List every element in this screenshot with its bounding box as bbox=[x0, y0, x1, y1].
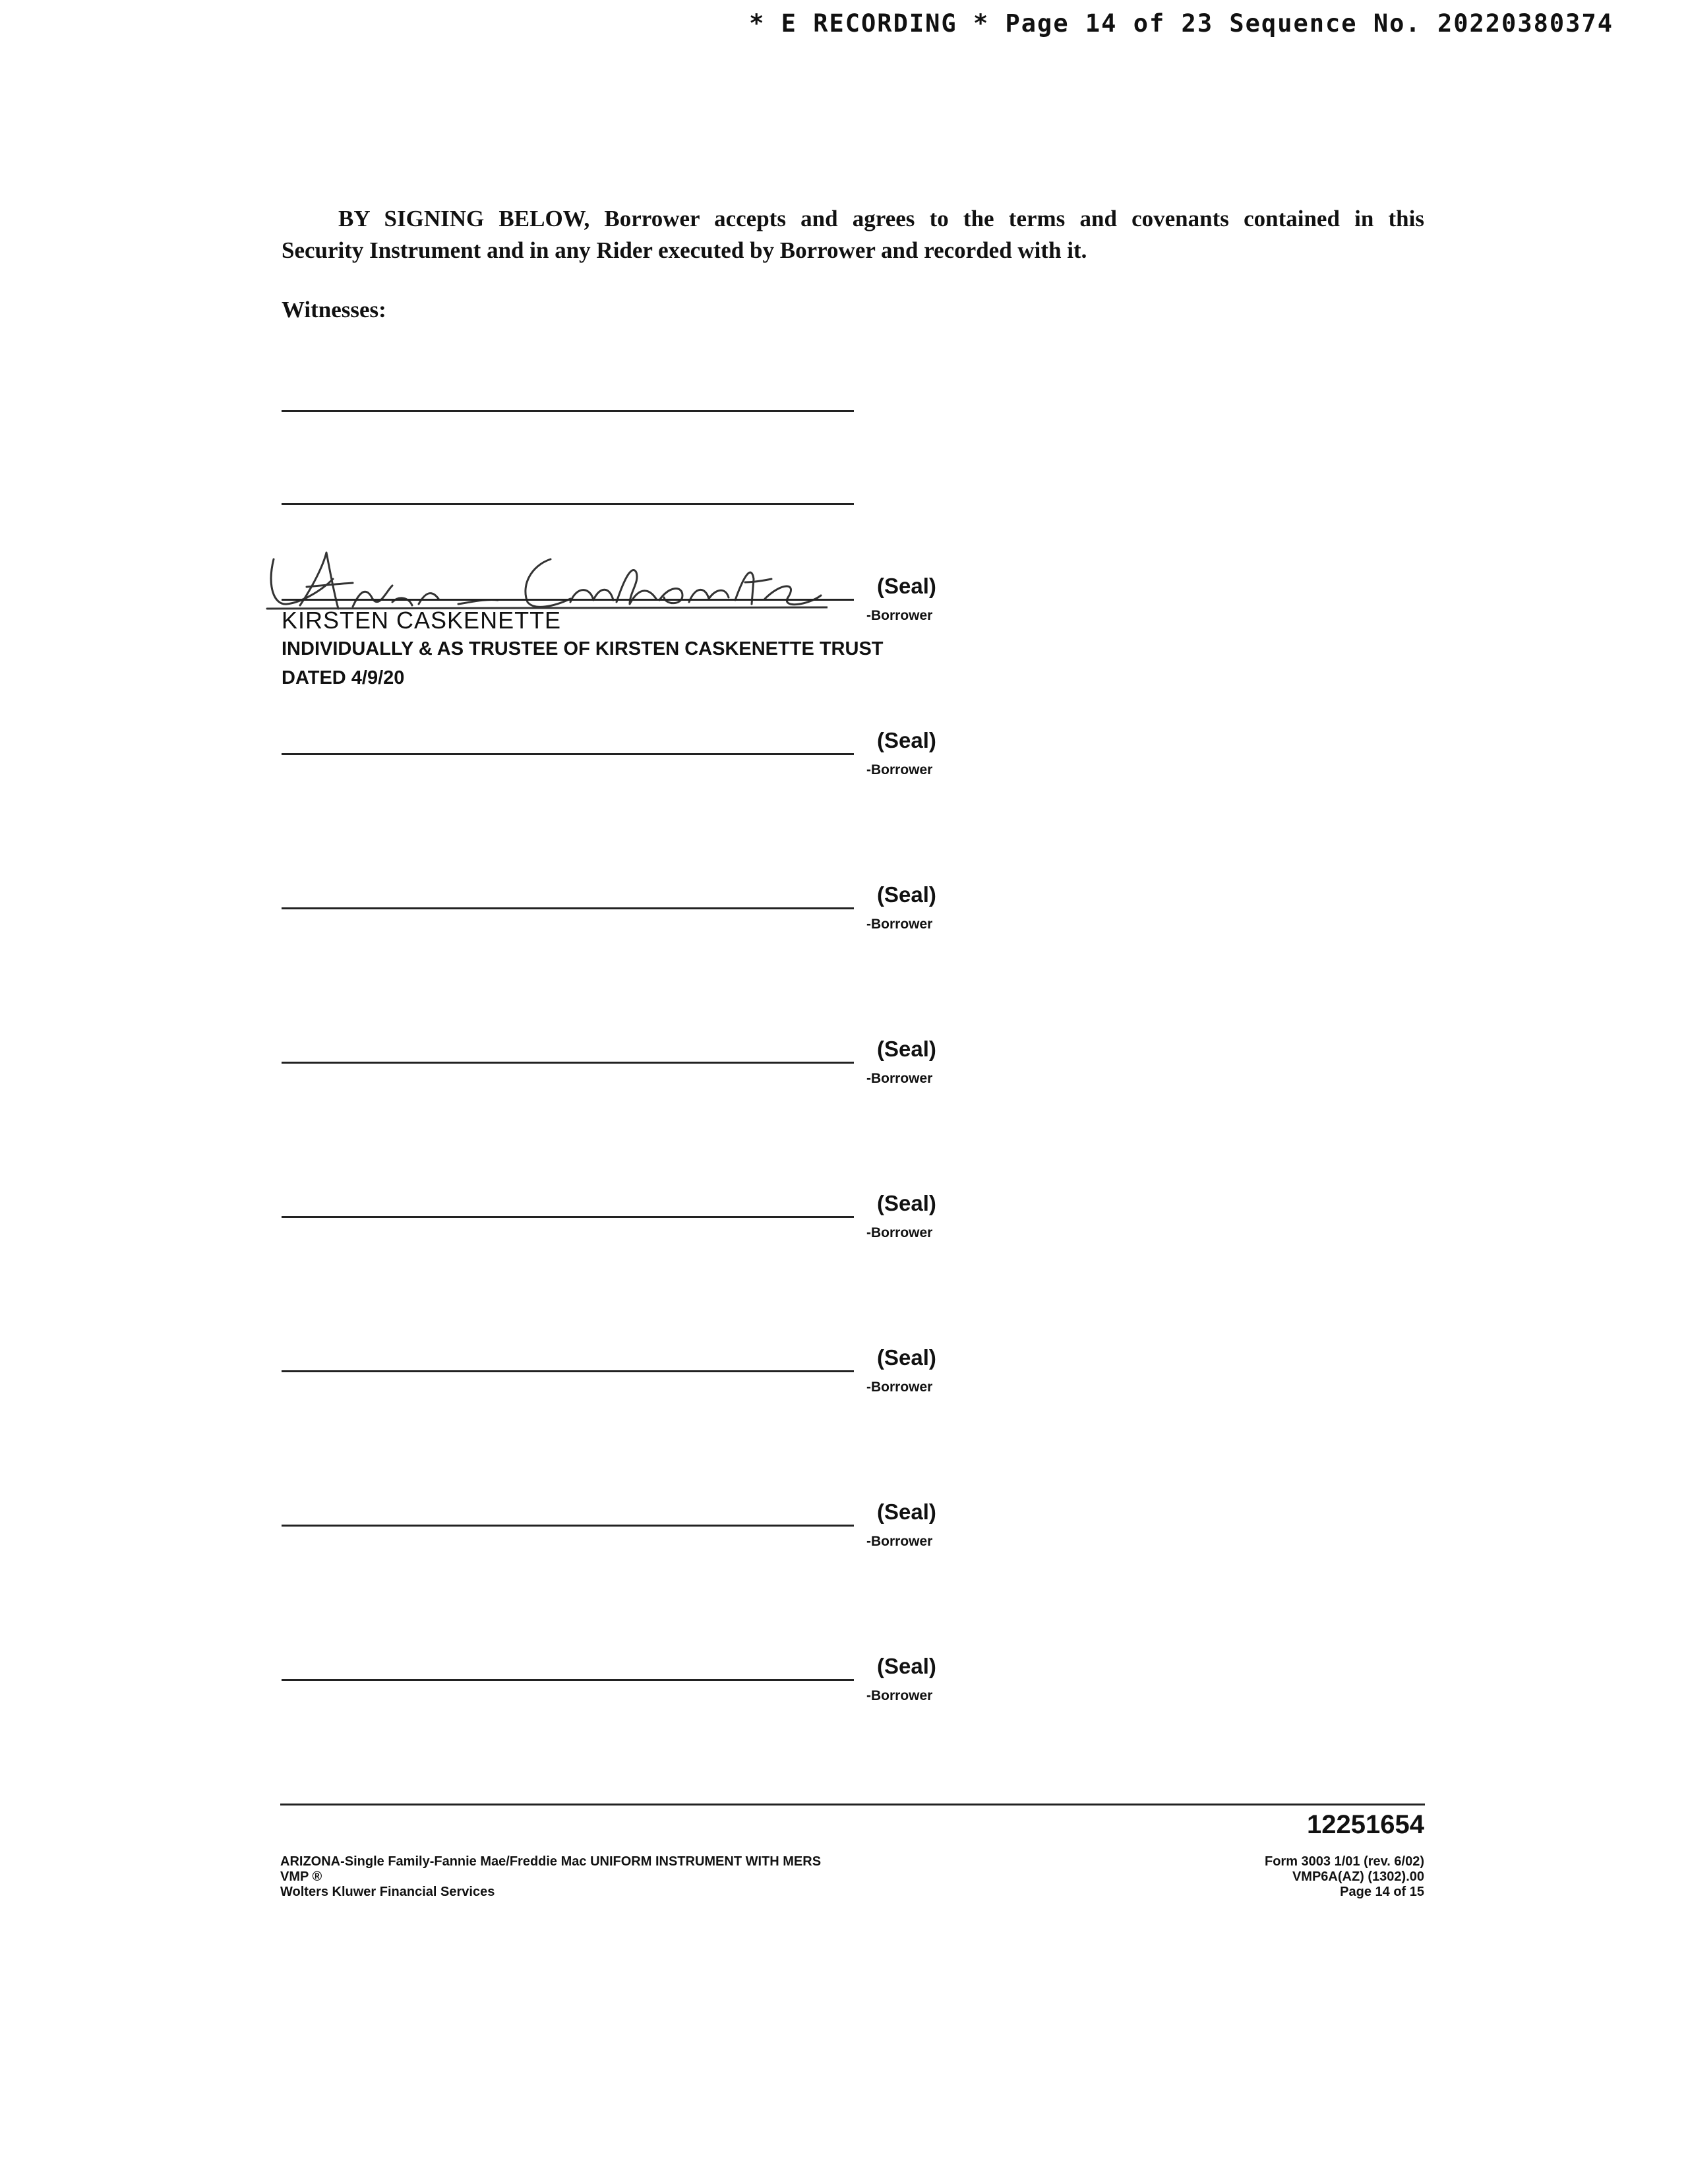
form-title: ARIZONA-Single Family-Fannie Mae/Freddie Mac UNIFORM INSTRUMENT WITH MERS bbox=[280, 1854, 822, 1869]
form-identifiers bbox=[1265, 1854, 1424, 1900]
signing-statement-line-2: Security Instrument and in any Rider executed by Borrower and recorded with it. bbox=[282, 237, 1087, 263]
seal-label-6: (Seal) bbox=[877, 1345, 936, 1370]
borrower-name: KIRSTEN CASKENETTE bbox=[282, 607, 562, 634]
borrower-signature-line-6 bbox=[282, 1370, 854, 1372]
loan-number: 12251654 bbox=[1307, 1810, 1424, 1839]
borrower-capacity: INDIVIDUALLY & AS TRUSTEE OF KIRSTEN CASKENETTE TRUST bbox=[282, 638, 884, 659]
signing-statement bbox=[282, 203, 1424, 266]
borrower-signature-line-3 bbox=[282, 907, 854, 909]
borrower-handwritten-signature bbox=[260, 546, 828, 612]
borrower-role-label-4: -Borrower bbox=[866, 1071, 933, 1086]
seal-label-7: (Seal) bbox=[877, 1500, 936, 1524]
borrower-signature-line-5 bbox=[282, 1216, 854, 1218]
borrower-role-label-8: -Borrower bbox=[866, 1688, 933, 1703]
recording-stamp: * E RECORDING * Page 14 of 23 Sequence No. 20220380374 bbox=[749, 9, 1613, 38]
borrower-signature-line-2 bbox=[282, 753, 854, 755]
borrower-role-label-2: -Borrower bbox=[866, 762, 933, 777]
witness-signature-line-1 bbox=[282, 410, 854, 412]
page-number: Page 14 of 15 bbox=[1340, 1885, 1424, 1899]
borrower-signature-line-4 bbox=[282, 1062, 854, 1064]
witnesses-label: Witnesses: bbox=[282, 297, 386, 322]
seal-label-2: (Seal) bbox=[877, 728, 936, 752]
seal-label-4: (Seal) bbox=[877, 1037, 936, 1061]
vmp-mark: VMP ® bbox=[280, 1869, 322, 1884]
borrower-signature-line-1 bbox=[282, 599, 854, 601]
borrower-signature-line-8 bbox=[282, 1679, 854, 1681]
form-number: Form 3003 1/01 (rev. 6/02) bbox=[1265, 1854, 1424, 1869]
borrower-role-label-1: -Borrower bbox=[866, 608, 933, 623]
borrower-role-label-5: -Borrower bbox=[866, 1225, 933, 1240]
borrower-role-label-3: -Borrower bbox=[866, 917, 933, 932]
borrower-role-label-6: -Borrower bbox=[866, 1380, 933, 1395]
seal-label-3: (Seal) bbox=[877, 882, 936, 907]
borrower-signature-line-7 bbox=[282, 1525, 854, 1527]
publisher-name: Wolters Kluwer Financial Services bbox=[280, 1885, 495, 1899]
borrower-role-label-7: -Borrower bbox=[866, 1534, 933, 1549]
vmp-form-code: VMP6A(AZ) (1302).00 bbox=[1292, 1869, 1424, 1884]
seal-label-1: (Seal) bbox=[877, 574, 936, 598]
form-description bbox=[280, 1854, 821, 1900]
witness-signature-line-2 bbox=[282, 503, 854, 505]
signing-statement-line-1: BY SIGNING BELOW, Borrower accepts and agrees to the terms and covenants contained in this bbox=[338, 206, 1424, 231]
seal-label-5: (Seal) bbox=[877, 1191, 936, 1215]
footer-divider bbox=[280, 1804, 1425, 1805]
trust-date: DATED 4/9/20 bbox=[282, 667, 405, 688]
seal-label-8: (Seal) bbox=[877, 1654, 936, 1678]
